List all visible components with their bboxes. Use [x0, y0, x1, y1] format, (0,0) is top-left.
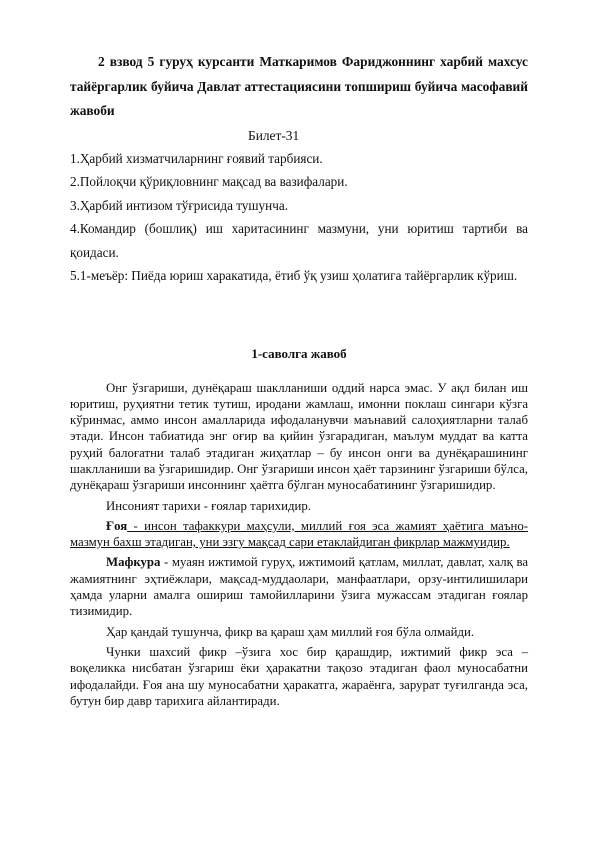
body-paragraph: Чунки шахсий фикр –ўзига хос бир қарашдир, ижтимий фикр эса – воқеликка нисбатан ўзгариш ёки ҳаракатни тақозо этадиган фаол муносабатни ифодалайди. Ғоя ана шу муносабатни ҳаракатга, жараёнга, зарурат туғилганда эса, бутун бир давр тарихига айлантиради. [70, 644, 528, 708]
definition-paragraph-ideology [70, 554, 528, 619]
answer-title: 1-саволга жавоб [251, 345, 347, 361]
question-item: 4.Командир (бошлиқ) иш харитасининг мазмуни, уни юритиш тартиби ва қоидаси. [70, 221, 528, 260]
definition-ideology: - муаян ижтимой гуруҳ, ижтимоий қатлам, миллат, давлат, халқ ва жамиятнинг эҳтиёжлари, мақсад-муддаолари, манфаатлари, орзу-интилишилари ҳамда уларни амалга ошириш тамойилларини ўзига мужассам этадиган ғоялар тизимидир. [70, 555, 528, 619]
body-paragraph: Ҳар қандай тушунча, фикр ва қараш ҳам миллий ғоя бўла олмайди. [106, 624, 475, 639]
document-header: 2 взвод 5 гуруҳ курсанти Маткаримов Фариджоннинг харбий махсус тайёргарлик буйича Давлат аттестациясини топшириш буйича масофавий жавоби [70, 54, 528, 118]
question-list [70, 147, 528, 288]
body-paragraph: Инсоният тарихи - ғоялар тарихидир. [106, 498, 311, 513]
body-paragraph: Онг ўзгариши, дунёқараш шаклланиши оддий нарса эмас. У ақл билан иш юритиш, руҳиятни тетик тутиш, иродани жамлаш, имонни поклаш сингари кўзга кўринмас, аммо инсон амалларида ифодаланувчи маънавий салоҳиятларни талаб этади. Инсон табиатида энг оғир ва қийин ўзгарадиган, маълум муддат ва катта руҳий балоғатни талаб этадиган жиҳатлар – бу инсон онги ва дунёқарашининг шаклланиши ва ўзгаришидир. Онг ўзгариши инсон ҳаёт тарзининг ўзгариши бўлса, дунёқараш ўзгариши инсоннинг ҳаётга бўлган муносабатининг ўзгаришидир. [70, 380, 528, 493]
question-item: 1.Ҳарбий хизматчиларнинг ғоявий тарбияси. [70, 150, 323, 166]
question-item: 2.Пойлоқчи қўриқловнинг мақсад ва вазифалари. [70, 174, 348, 189]
document-page [70, 50, 528, 713]
question-item: 3.Ҳарбий интизом тўғрисида тушунча. [70, 197, 288, 213]
separator: - [127, 518, 145, 533]
term-ideology: Мафкура [106, 555, 161, 570]
definition-idea: инсон тафаккури маҳсули, миллий ғоя эса жамият ҳаётига маъно-мазмун бахш этадиган, уни эзгу мақсад сари етаклайдиган фикрлар мажмуидир. [70, 518, 528, 550]
definition-paragraph-idea [70, 518, 528, 551]
question-item: 5.1-меъёр: Пиёда юриш харакатида, ётиб ўқ узиш ҳолатига тайёргарлик кўриш. [70, 268, 518, 283]
ticket-number: Билет-31 [248, 127, 300, 143]
term-idea: Ғоя [106, 518, 128, 533]
